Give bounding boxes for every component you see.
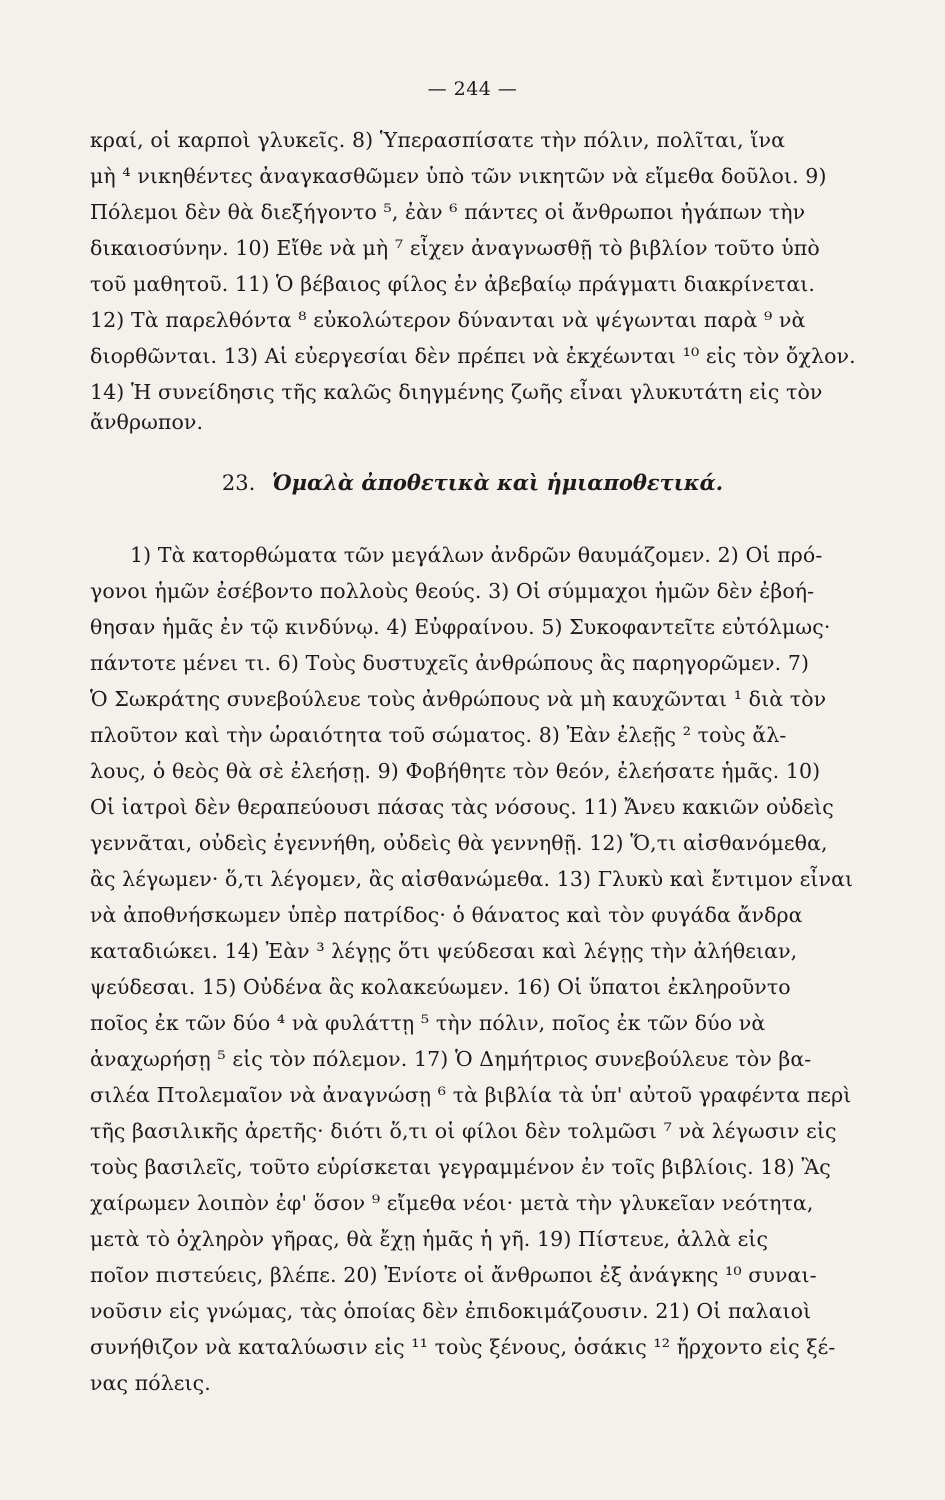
- text-line: συνήθιζον νὰ καταλύωσιν εἰς ¹¹ τοὺς ξένους, ὁσάκις ¹² ἤρχοντο εἰς ξέ-: [90, 1335, 836, 1359]
- section-heading: [0, 470, 945, 495]
- text-line: μετὰ τὸ ὀχληρὸν γῆρας, θὰ ἔχῃ ἡμᾶς ἡ γῆ. 19) Πίστευε, ἀλλὰ εἰς: [90, 1227, 769, 1251]
- text-line: 12) Τὰ παρελθόντα ⁸ εὐκολώτερον δύνανται νὰ ψέγωνται παρὰ ⁹ νὰ: [90, 308, 806, 332]
- text-line: 14) Ἡ συνείδησις τῆς καλῶς διηγμένης ζωῆς εἶναι γλυκυτάτη εἰς τὸν: [90, 380, 823, 404]
- text-line: χαίρωμεν λοιπὸν ἐφ' ὅσον ⁹ εἴμεθα νέοι· μετὰ τὴν γλυκεῖαν νεότητα,: [90, 1191, 814, 1215]
- text-line: κραί, οἱ καρποὶ γλυκεῖς. 8) Ὑπερασπίσατε τὴν πόλιν, πολῖται, ἵνα: [90, 128, 786, 152]
- text-line: ἀναχωρήσῃ ⁵ εἰς τὸν πόλεμον. 17) Ὁ Δημήτριος συνεβούλευε τὸν βα-: [90, 1047, 812, 1071]
- text-line: σιλέα Πτολεμαῖον νὰ ἀναγνώσῃ ⁶ τὰ βιβλία τὰ ὑπ' αὐτοῦ γραφέντα περὶ: [90, 1083, 852, 1107]
- text-line: θησαν ἡμᾶς ἐν τῷ κινδύνῳ. 4) Εὐφραίνου. 5) Συκοφαντεῖτε εὐτόλμως·: [90, 615, 831, 639]
- text-line: ἂς λέγωμεν· ὅ,τι λέγομεν, ἂς αἰσθανώμεθα. 13) Γλυκὺ καὶ ἔντιμον εἶναι: [90, 867, 854, 891]
- text-line: ποῖος ἐκ τῶν δύο ⁴ νὰ φυλάττῃ ⁵ τὴν πόλιν, ποῖος ἐκ τῶν δύο νὰ: [90, 1011, 766, 1035]
- text-line: δικαιοσύνην. 10) Εἴθε νὰ μὴ ⁷ εἶχεν ἀναγνωσθῇ τὸ βιβλίον τοῦτο ὑπὸ: [90, 236, 820, 260]
- text-line: 1) Τὰ κατορθώματα τῶν μεγάλων ἀνδρῶν θαυμάζομεν. 2) Οἱ πρό-: [130, 543, 823, 567]
- text-line: νὰ ἀποθνήσκωμεν ὑπὲρ πατρίδος· ὁ θάνατος καὶ τὸν φυγάδα ἄνδρα: [90, 903, 803, 927]
- text-line: πάντοτε μένει τι. 6) Τοὺς δυστυχεῖς ἀνθρώπους ἂς παρηγορῶμεν. 7): [90, 651, 810, 675]
- text-line: διορθῶνται. 13) Αἱ εὐεργεσίαι δὲν πρέπει νὰ ἐκχέωνται ¹⁰ εἰς τὸν ὄχλον.: [90, 344, 856, 368]
- text-line: λους, ὁ θεὸς θὰ σὲ ἐλεήσῃ. 9) Φοβήθητε τὸν θεόν, ἐλεήσατε ἡμᾶς. 10): [90, 759, 821, 783]
- text-line: καταδιώκει. 14) Ἐὰν ³ λέγῃς ὅτι ψεύδεσαι καὶ λέγῃς τὴν ἀλήθειαν,: [90, 939, 798, 963]
- text-line: μὴ ⁴ νικηθέντες ἀναγκασθῶμεν ὑπὸ τῶν νικητῶν νὰ εἴμεθα δοῦλοι. 9): [90, 164, 827, 188]
- text-line: τῆς βασιλικῆς ἀρετῆς· διότι ὅ,τι οἱ φίλοι δὲν τολμῶσι ⁷ νὰ λέγωσιν εἰς: [90, 1119, 837, 1143]
- text-line: πλοῦτον καὶ τὴν ὡραιότητα τοῦ σώματος. 8) Ἐὰν ἐλεῇς ² τοὺς ἄλ-: [90, 723, 787, 747]
- text-line: Οἱ ἰατροὶ δὲν θεραπεύουσι πάσας τὰς νόσους. 11) Ἄνευ κακιῶν οὐδεὶς: [90, 795, 834, 819]
- text-line: ψεύδεσαι. 15) Οὐδένα ἂς κολακεύωμεν. 16) Οἱ ὕπατοι ἐκληροῦντο: [90, 975, 791, 999]
- text-line: Πόλεμοι δὲν θὰ διεξήγοντο ⁵, ἐὰν ⁶ πάντες οἱ ἄνθρωποι ἠγάπων τὴν: [90, 200, 806, 224]
- page-number: — 244 —: [427, 78, 518, 100]
- text-line: νας πόλεις.: [90, 1371, 211, 1395]
- text-line: ἄνθρωπον.: [90, 410, 204, 434]
- text-line: νοῦσιν εἰς γνώμας, τὰς ὁποίας δὲν ἐπιδοκιμάζουσιν. 21) Οἱ παλαιοὶ: [90, 1299, 812, 1323]
- text-line: γονοι ἡμῶν ἐσέβοντο πολλοὺς θεούς. 3) Οἱ σύμμαχοι ἡμῶν δὲν ἐβοή-: [90, 579, 815, 603]
- text-line: τοὺς βασιλεῖς, τοῦτο εὑρίσκεται γεγραμμένον ἐν τοῖς βιβλίοις. 18) Ἂς: [90, 1155, 831, 1179]
- section-title: Ὁμαλὰ ἀποθετικὰ καὶ ἡμιαποθετικά.: [271, 470, 724, 495]
- text-line: Ὁ Σωκράτης συνεβούλευε τοὺς ἀνθρώπους νὰ μὴ καυχῶνται ¹ διὰ τὸν: [90, 687, 827, 711]
- text-line: τοῦ μαθητοῦ. 11) Ὁ βέβαιος φίλος ἐν ἀβεβαίῳ πράγματι διακρίνεται.: [90, 272, 816, 296]
- section-number: 23.: [221, 471, 256, 495]
- text-line: ποῖον πιστεύεις, βλέπε. 20) Ἐνίοτε οἱ ἄνθρωποι ἐξ ἀνάγκης ¹⁰ συναι-: [90, 1263, 817, 1287]
- text-line: γεννᾶται, οὐδεὶς ἐγεννήθη, οὐδεὶς θὰ γεννηθῇ. 12) Ὅ,τι αἰσθανόμεθα,: [90, 831, 828, 855]
